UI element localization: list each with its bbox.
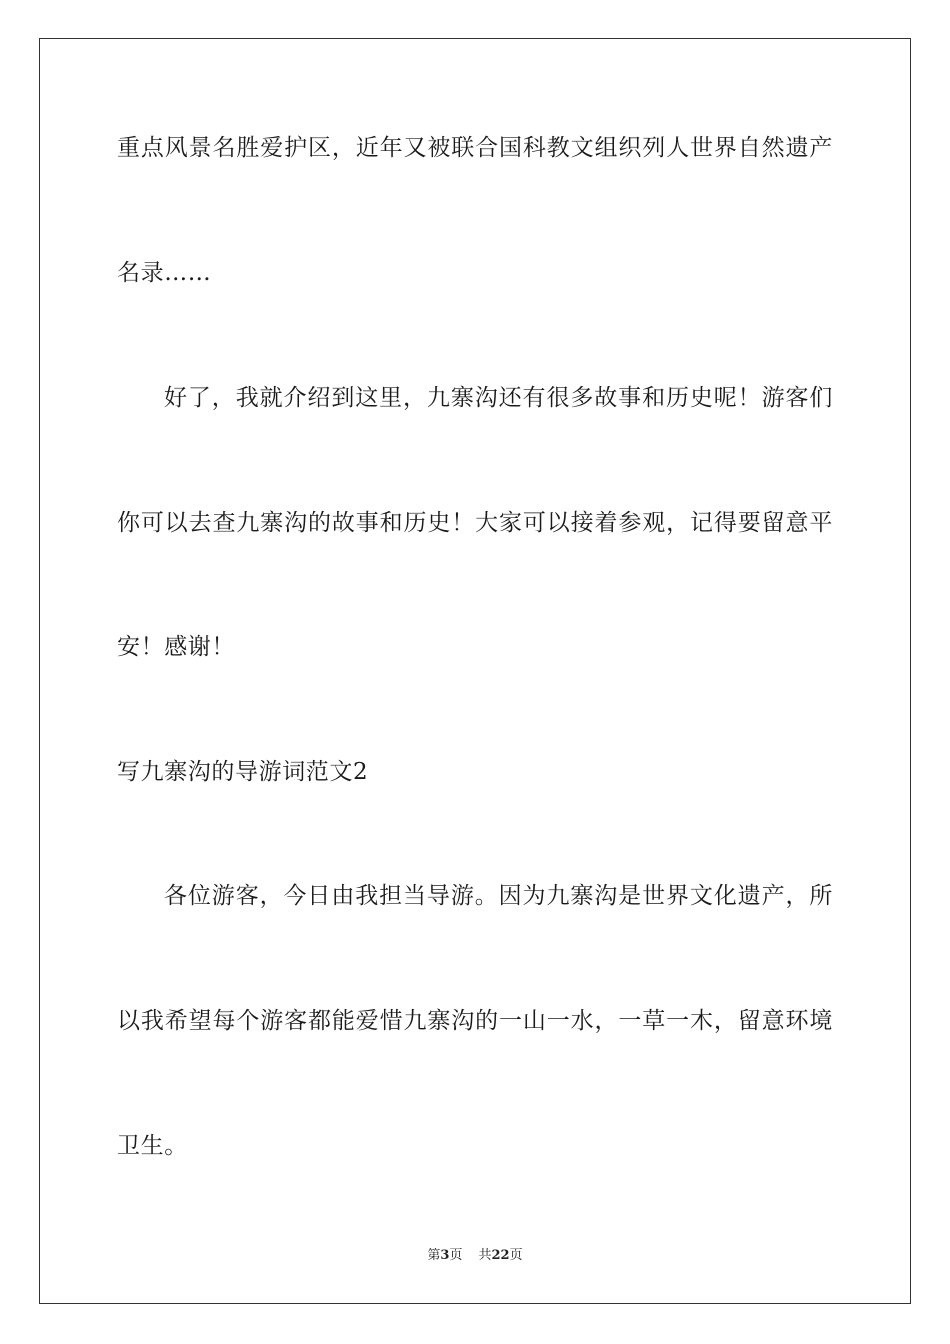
text-line-2: 名录…… — [117, 260, 212, 286]
text-line-5: 安！感谢！ — [117, 634, 235, 660]
footer-page-number: 3 — [440, 1248, 450, 1263]
text-line-8: 以我希望每个游客都能爱惜九寨沟的一山一水，一草一木，留意环境 — [117, 1008, 833, 1034]
text-line-7: 各位游客，今日由我担当导游。因为九寨沟是世界文化遗产，所 — [164, 883, 833, 909]
section-heading: 写九寨沟的导游词范文2 — [117, 759, 369, 785]
footer-page-suffix: 页 — [449, 1248, 463, 1263]
page-footer — [0, 1247, 950, 1265]
text-line-1: 重点风景名胜爱护区，近年又被联合国科教文组织列人世界自然遗产 — [117, 135, 833, 161]
text-line-4: 你可以去查九寨沟的故事和历史！大家可以接着参观，记得要留意平 — [117, 510, 833, 536]
text-line-9: 卫生。 — [117, 1133, 188, 1159]
footer-total-pages: 22 — [491, 1248, 510, 1263]
footer-total-suffix: 页 — [509, 1248, 523, 1263]
page-border — [39, 38, 911, 1304]
text-line-3: 好了，我就介绍到这里，九寨沟还有很多故事和历史呢！游客们 — [164, 385, 833, 411]
footer-total-prefix: 共 — [478, 1248, 492, 1263]
footer-prefix: 第 — [427, 1248, 441, 1263]
